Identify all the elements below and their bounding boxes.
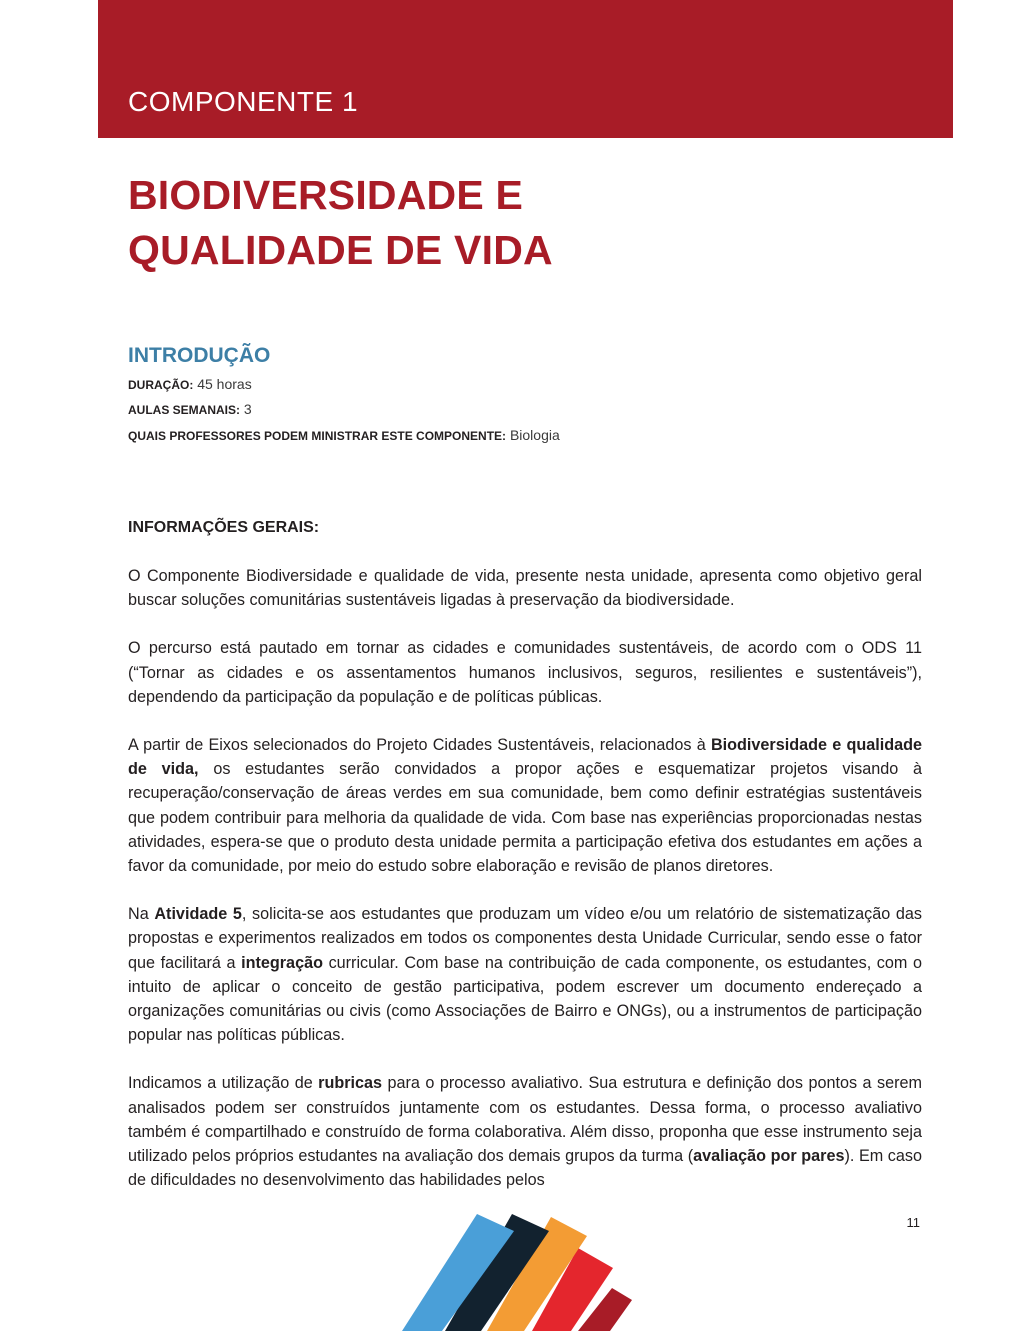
- paragraph-5-bold-rubrics: rubricas: [318, 1074, 383, 1093]
- paragraph-1: O Componente Biodiversidade e qualidade de vida, presente nesta unidade, apresenta como objetivo geral buscar soluções comunitárias sustentáveis ligadas à preservação da biodiversidade.: [128, 567, 922, 610]
- title-line-1: BIODIVERSIDADE E: [128, 172, 524, 218]
- intro-heading: INTRODUÇÃO: [128, 344, 271, 367]
- teachers-label: QUAIS PROFESSORES PODEM MINISTRAR ESTE COMPONENTE:: [128, 429, 507, 443]
- paragraph-5-bold-peer: avaliação por pares: [693, 1147, 845, 1166]
- paragraph-4-bold-integration: integração: [241, 953, 323, 972]
- duration-value: 45 horas: [197, 376, 252, 392]
- paragraph-2: O percurso está pautado em tornar as cidades e comunidades sustentáveis, de acordo com o ODS 11 (“Tornar as cidades e os assentamentos humanos inclusivos, seguros, resilientes e sustentáveis”), dependendo da participação da população e de políticas públicas.: [128, 639, 922, 706]
- paragraph-4-text-a: Na: [128, 905, 155, 924]
- paragraph-5-text-c: para o processo avaliativo. Sua estrutura e definição dos pontos a serem analisados podem ser construídos juntamente com os estudantes. Dessa forma, o processo avaliativo também é compartilhado e construído de forma colaborativa. Além disso, proponha que esse instrumento seja utilizado pelos próprios estudantes na avaliação dos demais grupos da turma (: [128, 1074, 922, 1166]
- general-info-heading: INFORMAÇÕES GERAIS:: [128, 519, 320, 536]
- paragraph-3-bold: Biodiversidade e qualidade de vida,: [128, 736, 922, 779]
- page-number: 11: [906, 1215, 920, 1230]
- duration-label: DURAÇÃO:: [128, 378, 194, 392]
- paragraph-4-bold-activity: Atividade 5: [154, 905, 242, 924]
- paragraph-4-text-c: , solicita-se aos estudantes que produzam um vídeo e/ou um relatório de sistematização das propostas e experimentos realizados em todos os componentes desta Unidade Curricular, sendo esse o fator que facilitará a: [128, 905, 922, 972]
- paragraph-3-text-a: A partir de Eixos selecionados do Projeto Cidades Sustentáveis, relacionados à: [128, 736, 711, 755]
- weekly-classes-value: 3: [243, 401, 252, 417]
- component-label: COMPONENTE 1: [128, 86, 359, 117]
- paragraph-4-text-e: curricular. Com base na contribuição de cada componente, os estudantes, com o intuito de aplicar o conceito de gestão participativa, podem escrever um documento endereçado a organizações comunitárias ou civis (como Associações de Bairro e ONGs), ou a instrumentos de participação popular nas políticas públicas.: [128, 953, 922, 1045]
- paragraph-3-text-c: os estudantes serão convidados a propor ações e esquematizar projetos visando à recuperação/conservação de áreas verdes em sua comunidade, bem como definir estratégias sustentáveis que podem contribuir para melhoria da qualidade de vida. Com base nas experiências proporcionadas nestas atividades, espera-se que o produto desta unidade permita a participação efetiva dos estudantes em ações a favor da comunidade, por meio do estudo sobre elaboração e revisão de planos diretores.: [128, 760, 922, 876]
- paragraph-5-text-e: ). Em caso de dificuldades no desenvolvimento das habilidades pelos: [128, 1147, 922, 1190]
- weekly-classes-label: AULAS SEMANAIS:: [128, 403, 241, 417]
- teachers-value: Biologia: [509, 427, 560, 443]
- title-line-2: QUALIDADE DE VIDA: [128, 227, 553, 273]
- paragraph-5-text-a: Indicamos a utilização de: [128, 1074, 319, 1093]
